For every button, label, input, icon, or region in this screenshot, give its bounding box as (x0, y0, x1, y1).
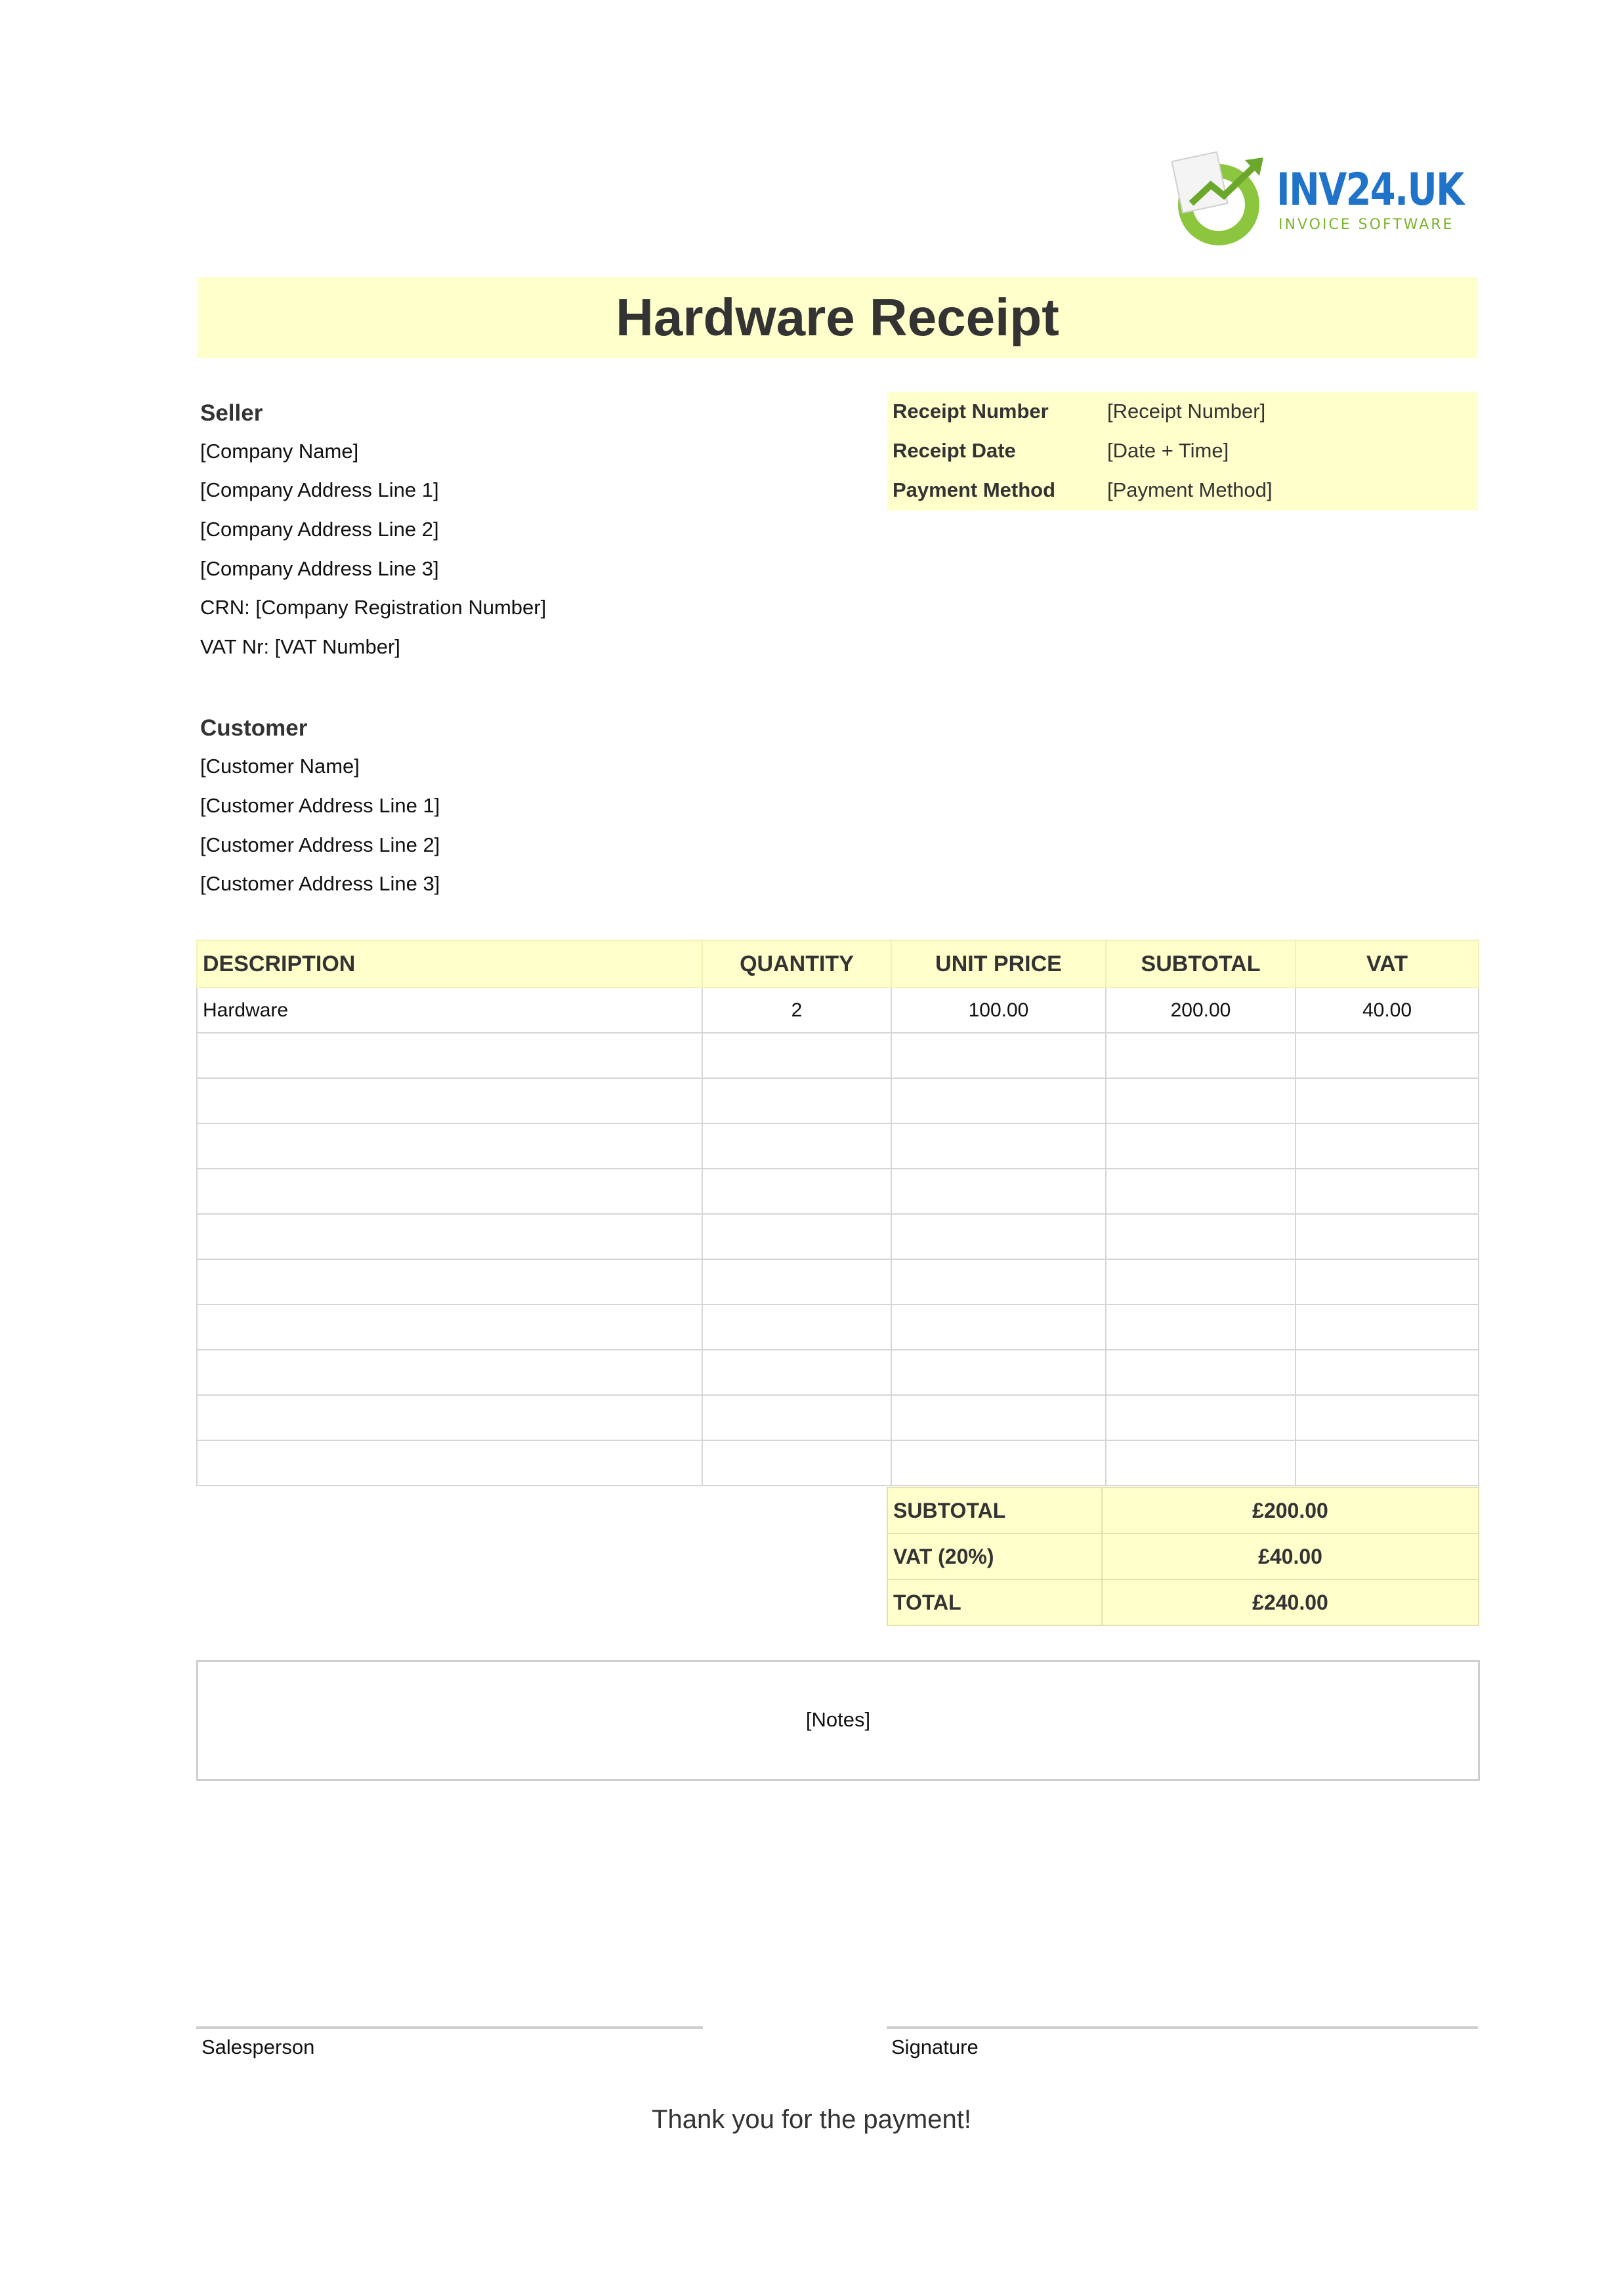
column-header-unit-price: UNIT PRICE (891, 940, 1106, 988)
receipt-date-label: Receipt Date (893, 439, 1016, 462)
item-description (197, 1123, 702, 1169)
item-subtotal (1106, 1078, 1296, 1123)
item-unit-price (891, 1350, 1106, 1395)
table-row (197, 1259, 1479, 1305)
notes-box (196, 1660, 1480, 1781)
logo-chart-icon (1171, 151, 1270, 249)
item-vat (1296, 1350, 1479, 1395)
item-quantity: 2 (702, 988, 891, 1033)
signature-label: Signature (891, 2035, 979, 2058)
item-vat (1296, 1078, 1479, 1123)
table-row (197, 1395, 1479, 1440)
item-quantity (702, 1123, 891, 1169)
item-unit-price (891, 1078, 1106, 1123)
seller-vat-number: VAT Nr: [VAT Number] (200, 635, 400, 658)
company-logo (1171, 151, 1464, 249)
item-quantity (702, 1078, 891, 1123)
item-subtotal (1106, 1214, 1296, 1259)
customer-name: [Customer Name] (200, 755, 360, 778)
item-quantity (702, 1440, 891, 1486)
column-header-quantity: QUANTITY (702, 940, 891, 988)
item-subtotal (1106, 1350, 1296, 1395)
item-subtotal (1106, 1123, 1296, 1169)
customer-heading: Customer (200, 715, 308, 741)
table-row (197, 1123, 1479, 1169)
receipt-number-row (887, 392, 1478, 431)
logo-tagline: INVOICE SOFTWARE (1278, 217, 1454, 233)
item-description (197, 1350, 702, 1395)
total-value: £240.00 (1102, 1579, 1479, 1625)
total-label: TOTAL (887, 1579, 1102, 1625)
item-description (197, 1440, 702, 1486)
logo-brand: INV24.UK (1276, 164, 1464, 216)
receipt-date-row (887, 431, 1478, 470)
table-row (197, 1033, 1479, 1078)
seller-address-1: [Company Address Line 1] (200, 478, 439, 501)
table-row (197, 1305, 1479, 1350)
subtotal-label: SUBTOTAL (887, 1488, 1102, 1534)
seller-address-3: [Company Address Line 3] (200, 557, 439, 580)
column-header-subtotal: SUBTOTAL (1106, 940, 1296, 988)
item-vat (1296, 1440, 1479, 1486)
item-subtotal (1106, 1440, 1296, 1486)
item-vat (1296, 1123, 1479, 1169)
item-description (197, 1259, 702, 1305)
seller-crn: CRN: [Company Registration Number] (200, 596, 547, 619)
item-unit-price (891, 1440, 1106, 1486)
page-title: Hardware Receipt (616, 288, 1059, 346)
item-vat: 40.00 (1296, 988, 1479, 1033)
customer-address-2: [Customer Address Line 2] (200, 833, 440, 856)
table-row (197, 1350, 1479, 1395)
item-unit-price (891, 1305, 1106, 1350)
item-description (197, 1305, 702, 1350)
item-vat (1296, 1033, 1479, 1078)
customer-address-3: [Customer Address Line 3] (200, 872, 440, 895)
totals-table (887, 1487, 1478, 1626)
item-description: Hardware (197, 988, 702, 1033)
item-unit-price (891, 1395, 1106, 1440)
column-header-vat: VAT (1296, 940, 1479, 988)
subtotal-value: £200.00 (1102, 1488, 1479, 1534)
table-header-row (197, 940, 1479, 988)
item-description (197, 1078, 702, 1123)
item-subtotal (1106, 1033, 1296, 1078)
signature-line (887, 2026, 1478, 2029)
table-row (197, 1078, 1479, 1123)
table-row (197, 1214, 1479, 1259)
receipt-date-value: [Date + Time] (1107, 439, 1229, 462)
item-vat (1296, 1169, 1479, 1214)
item-vat (1296, 1395, 1479, 1440)
item-quantity (702, 1169, 891, 1214)
item-vat (1296, 1259, 1479, 1305)
item-unit-price: 100.00 (891, 988, 1106, 1033)
item-unit-price (891, 1123, 1106, 1169)
item-description (197, 1214, 702, 1259)
receipt-info (887, 392, 1478, 511)
item-unit-price (891, 1033, 1106, 1078)
receipt-number-value: [Receipt Number] (1107, 400, 1266, 423)
table-row (197, 988, 1479, 1033)
item-unit-price (891, 1169, 1106, 1214)
receipt-number-label: Receipt Number (893, 400, 1049, 423)
item-unit-price (891, 1214, 1106, 1259)
salesperson-line (196, 2026, 703, 2029)
column-header-description: DESCRIPTION (197, 940, 702, 988)
item-subtotal (1106, 1259, 1296, 1305)
seller-company-name: [Company Name] (200, 440, 359, 463)
item-quantity (702, 1305, 891, 1350)
item-description (197, 1169, 702, 1214)
item-quantity (702, 1033, 891, 1078)
item-quantity (702, 1214, 891, 1259)
vat-value: £40.00 (1102, 1534, 1479, 1579)
table-row (197, 1169, 1479, 1214)
item-vat (1296, 1214, 1479, 1259)
seller-heading: Seller (200, 400, 263, 426)
item-subtotal (1106, 1169, 1296, 1214)
payment-method-row (887, 470, 1478, 510)
item-quantity (702, 1259, 891, 1305)
thank-you-message: Thank you for the payment! (652, 2105, 971, 2134)
item-description (197, 1033, 702, 1078)
payment-method-label: Payment Method (893, 478, 1056, 501)
item-subtotal (1106, 1395, 1296, 1440)
vat-label: VAT (20%) (887, 1534, 1102, 1579)
item-description (197, 1395, 702, 1440)
item-subtotal: 200.00 (1106, 988, 1296, 1033)
totals-row-total (887, 1579, 1479, 1625)
items-table (196, 940, 1478, 1486)
totals-row-subtotal (887, 1488, 1479, 1534)
title-bar (197, 277, 1478, 358)
item-unit-price (891, 1259, 1106, 1305)
item-quantity (702, 1350, 891, 1395)
notes-text: [Notes] (805, 1708, 871, 1731)
payment-method-value: [Payment Method] (1107, 478, 1273, 501)
item-subtotal (1106, 1305, 1296, 1350)
item-quantity (702, 1395, 891, 1440)
item-vat (1296, 1305, 1479, 1350)
totals-row-vat (887, 1534, 1479, 1579)
salesperson-label: Salesperson (201, 2035, 315, 2058)
seller-address-2: [Company Address Line 2] (200, 518, 439, 541)
table-row (197, 1440, 1479, 1486)
customer-address-1: [Customer Address Line 1] (200, 794, 440, 817)
